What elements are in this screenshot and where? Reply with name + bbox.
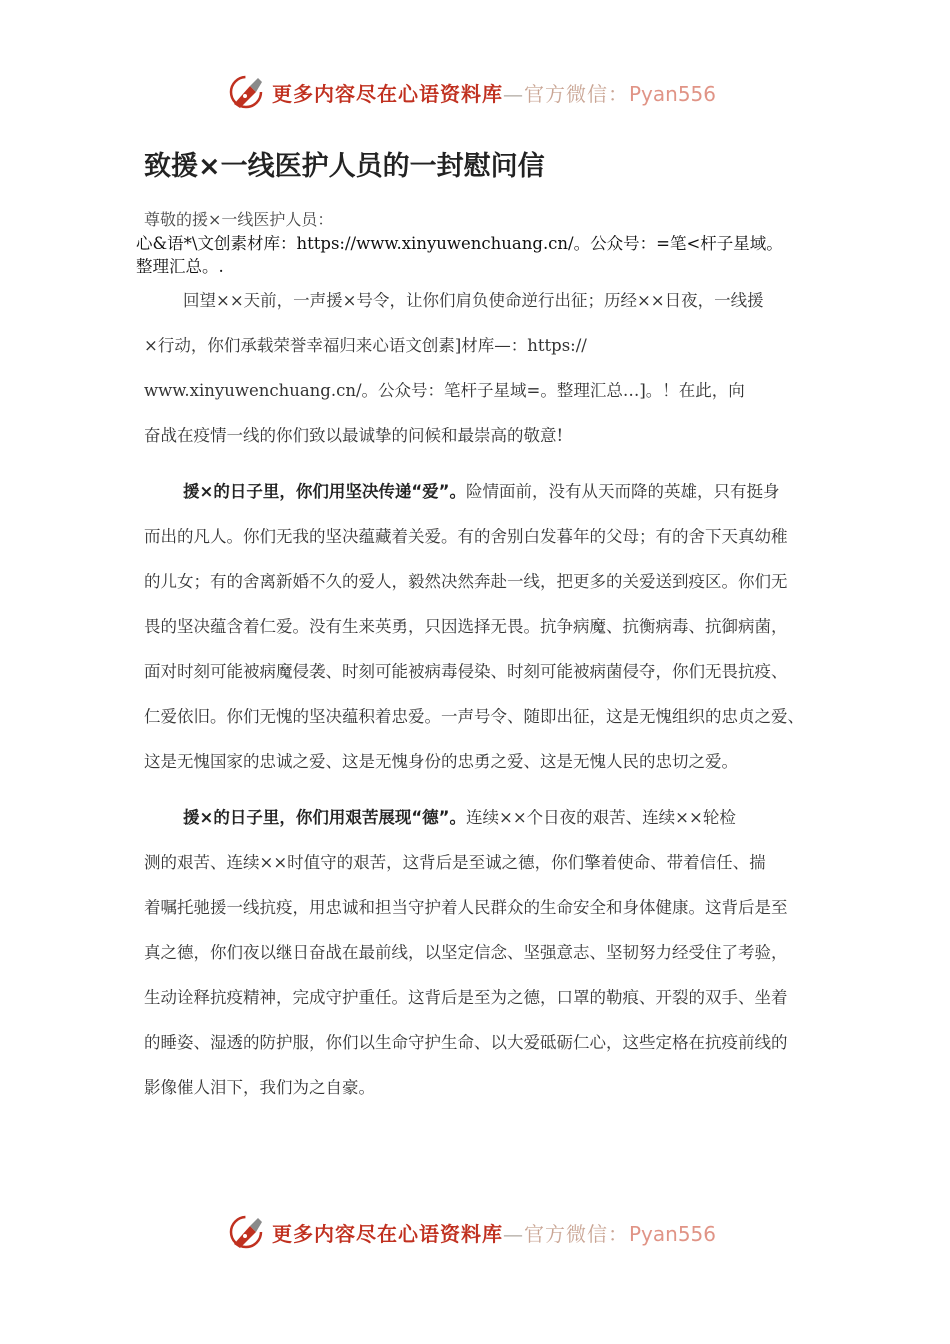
section2-first-line bbox=[183, 804, 736, 828]
pen-nib-logo-icon bbox=[228, 74, 266, 110]
intro-line: 奋战在疫情一线的你们致以最诚挚的问候和最崇高的敬意! bbox=[144, 426, 564, 445]
section1-first-rest: 险情面前，没有从天而降的英雄，只有挺身 bbox=[466, 482, 780, 501]
section2-first-rest: 连续××个日夜的艰苦、连续××轮检 bbox=[466, 808, 736, 827]
section2-line: 影像催人泪下，我们为之自豪。 bbox=[144, 1078, 375, 1097]
pen-nib-logo-icon bbox=[228, 1214, 266, 1250]
page-title: 致援×一线医护人员的一封慰问信 bbox=[144, 151, 545, 182]
section1-first-line bbox=[183, 478, 780, 502]
section1-lead: 援×的日子里，你们用坚决传递“爱”。 bbox=[183, 482, 467, 501]
banner-text bbox=[272, 78, 716, 107]
header-banner bbox=[0, 70, 950, 114]
intro-line: ×行动，你们承载荣誉幸福归来心语文创素]材库—：https:// bbox=[144, 336, 587, 355]
banner-wechat-label: 官方微信： bbox=[524, 82, 629, 106]
section1-line: 畏的坚决蕴含着仁爱。没有生来英勇，只因选择无畏。抗争病魔、抗衡病毒、抗御病菌， bbox=[144, 617, 788, 636]
section1-line: 面对时刻可能被病魔侵袭、时刻可能被病毒侵染、时刻可能被病菌侵夺，你们无畏抗疫、 bbox=[144, 662, 788, 681]
section1-line: 而出的凡人。你们无我的坚决蕴藏着关爱。有的舍别白发暮年的父母；有的舍下天真幼稚 bbox=[144, 527, 788, 546]
section2-line: 生动诠释抗疫精神，完成守护重任。这背后是至为之德，口罩的勒痕、开裂的双手、坐着 bbox=[144, 988, 788, 1007]
section2-line: 的睡姿、湿透的防护服，你们以生命守护生命、以大爱砥砺仁心，这些定格在抗疫前线的 bbox=[144, 1033, 788, 1052]
footer-banner bbox=[0, 1210, 950, 1254]
salutation: 尊敬的援×一线医护人员： bbox=[144, 210, 334, 229]
section1-line: 的儿女；有的舍离新婚不久的爱人，毅然决然奔赴一线，把更多的关爱送到疫区。你们无 bbox=[144, 572, 788, 591]
section1-line: 这是无愧国家的忠诚之爱、这是无愧身份的忠勇之爱、这是无愧人民的忠切之爱。 bbox=[144, 752, 738, 771]
banner-dash: — bbox=[503, 1222, 524, 1246]
intro-line: 回望××天前，一声援×号令，让你们肩负使命逆行出征；历经××日夜，一线援 bbox=[183, 291, 764, 310]
banner-brand: 更多内容尽在心语资料库 bbox=[272, 1222, 503, 1246]
banner-wechat-id: Pyan556 bbox=[629, 82, 717, 106]
insert-line-1: 心&语*\文创素材库：https://www.xinyuwenchuang.cn/。公众号：=笔<杆子星域。 bbox=[136, 234, 783, 253]
section2-lead: 援×的日子里，你们用艰苦展现“德”。 bbox=[183, 808, 467, 827]
banner-wechat-id: Pyan556 bbox=[629, 1222, 717, 1246]
insert-line-2: 整理汇总。. bbox=[136, 257, 224, 276]
banner-dash: — bbox=[503, 82, 524, 106]
intro-line: www.xinyuwenchuang.cn/。公众号：笔杆子星域=。整理汇总…]。！在此，向 bbox=[144, 381, 745, 400]
section1-line: 仁爱依旧。你们无愧的坚决蕴积着忠爱。一声号令、随即出征，这是无愧组织的忠贞之爱、 bbox=[144, 707, 804, 726]
section2-line: 测的艰苦、连续××时值守的艰苦，这背后是至诚之德，你们擎着使命、带着信任、揣 bbox=[144, 853, 766, 872]
banner-brand: 更多内容尽在心语资料库 bbox=[272, 82, 503, 106]
banner-text bbox=[272, 1218, 716, 1247]
section2-line: 着嘱托驰援一线抗疫，用忠诚和担当守护着人民群众的生命安全和身体健康。这背后是至 bbox=[144, 898, 788, 917]
section2-line: 真之德，你们夜以继日奋战在最前线，以坚定信念、坚强意志、坚韧努力经受住了考验， bbox=[144, 943, 788, 962]
banner-wechat-label: 官方微信： bbox=[524, 1222, 629, 1246]
